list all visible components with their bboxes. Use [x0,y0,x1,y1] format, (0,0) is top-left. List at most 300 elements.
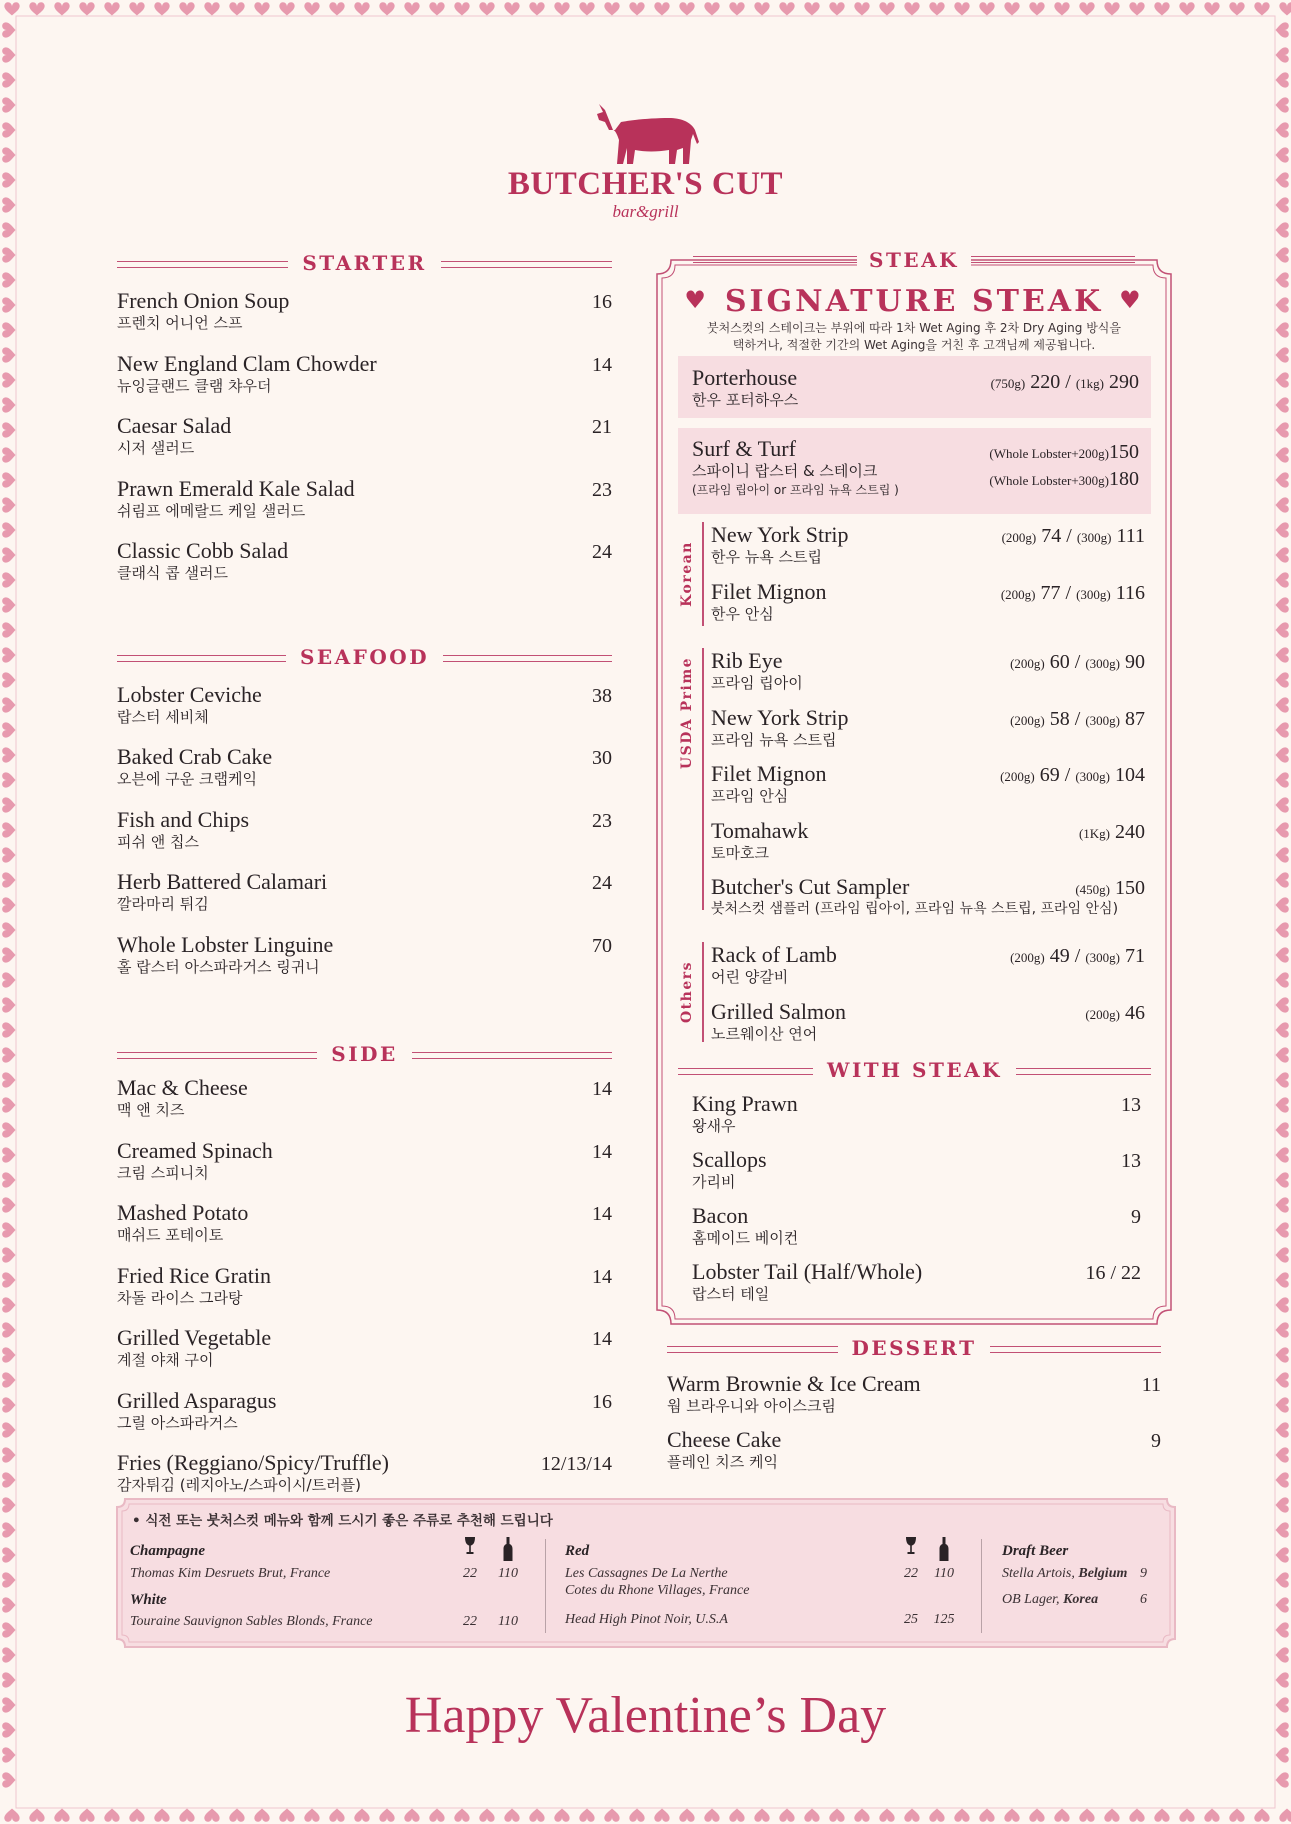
menu-item: Lobster Tail (Half/Whole) 랍스터 테일 16 / 22 [692,1259,1141,1303]
wine-row: Head High Pinot Noir, U.S.A 25 125 [565,1612,955,1627]
menu-item: Creamed Spinach 크림 스피니치 14 [117,1137,612,1182]
heart-icon [2,597,15,612]
divider [545,1539,546,1633]
heart-icon [1276,522,1289,537]
heart-icon [1229,2,1244,15]
menu-item: Rack of Lamb 어린 양갈비 (200g) 49 / (300g) 71 [711,942,1145,986]
heart-icon [1276,747,1289,762]
wine-row: Touraine Sauvignon Sables Blonds, France 22 110 [130,1614,518,1629]
heart-icon [1276,1122,1289,1137]
group-label: Others [679,960,695,1024]
heart-icon [1004,2,1019,15]
heart-icon [204,1809,219,1822]
heart-icon [1276,697,1289,712]
champagne-white-column: Champagne Thomas Kim Desruets Brut, France 22 110 White Touraine Sauvignon Sables Blonds, France 22 110 [130,1541,530,1630]
porterhouse-item: Porterhouse 한우 포터하우스 (750g) 220 / (1kg) 290 [678,356,1151,418]
heart-icon [854,2,869,15]
heart-icon [2,622,15,637]
heart-icon [2,1122,15,1137]
heart-icon [1276,622,1289,637]
heart-icon [1276,1272,1289,1287]
heart-icon [2,297,15,312]
heart-icon [929,2,944,15]
menu-item: Classic Cobb Salad 클래식 콥 샐러드 24 [117,538,612,582]
heart-icon [1276,972,1289,987]
heart-icon [404,2,419,15]
heart-icon [729,1809,744,1822]
heart-icon [2,372,15,387]
brand-tagline: bar&grill [612,202,679,221]
heart-icon [154,2,169,15]
heart-icon [254,1809,269,1822]
heart-icon [1276,1572,1289,1587]
heart-icon [179,2,194,15]
heart-icon [1276,247,1289,262]
heart-icon [2,1647,15,1662]
menu-item: French Onion Soup 프렌치 어니언 스프 16 [117,288,612,332]
heart-icon [2,1072,15,1087]
heart-icon [704,1809,719,1822]
menu-item: Cheese Cake 플레인 치즈 케익 9 [667,1427,1161,1471]
heart-icon [529,2,544,15]
heart-icon [229,1809,244,1822]
heart-icon [2,1497,15,1512]
heart-icon [2,722,15,737]
heart-icon [2,1547,15,1562]
heart-icon [2,822,15,837]
heart-icon [804,2,819,15]
heart-icon [2,1247,15,1262]
heart-icon [1276,397,1289,412]
menu-item: Warm Brownie & Ice Cream 웜 브라우니와 아이스크림 11 [667,1371,1161,1415]
heart-icon [2,1747,15,1762]
heart-icon [304,1809,319,1822]
heart-icon [1276,1197,1289,1212]
heart-icon [29,1809,44,1822]
menu-item: Grilled Vegetable 계절 야채 구이 14 [117,1325,612,1369]
heart-icon [1276,1422,1289,1437]
wine-row: Thomas Kim Desruets Brut, France 22 110 [130,1566,518,1581]
beer-row: Stella Artois, Belgium 9 [1002,1566,1147,1581]
divider [981,1539,982,1633]
heart-icon [1179,1809,1194,1822]
dessert-heading: DESSERT [667,1333,1161,1363]
heart-icon [2,1447,15,1462]
heart-icon [54,2,69,15]
heart-icon [2,497,15,512]
heart-icon [2,347,15,362]
heart-icon [1054,1809,1069,1822]
heart-icon [1079,2,1094,15]
heart-icon: ♥ [1119,285,1144,314]
heart-icon [504,2,519,15]
heart-icon [2,1297,15,1312]
dessert-section [667,1333,1161,1483]
heart-icon [329,2,344,15]
menu-item: Grilled Asparagus 그릴 아스파라거스 16 [117,1387,612,1432]
heart-icon [904,1809,919,1822]
heart-icon [1276,1247,1289,1262]
heart-icon [304,2,319,15]
heart-icon [879,2,894,15]
heart-icon [429,2,444,15]
heart-icon [2,72,15,87]
menu-item: Fries (Reggiano/Spicy/Truffle) 감자튀김 (레지아노/스파이시/트러플) 12/13/14 [117,1450,612,1494]
heart-icon [1279,1809,1291,1822]
heart-icon [1029,2,1044,15]
group-label: USDA Prime [679,656,695,770]
heart-icon [2,522,15,537]
heart-icon [1276,1222,1289,1237]
heart-icon: ♥ [684,285,709,314]
heart-icon [529,1809,544,1822]
heart-icon [1154,2,1169,15]
heart-icon [1276,822,1289,837]
heart-icon [2,1622,15,1637]
heart-icon [2,1147,15,1162]
heart-icon [1276,322,1289,337]
heart-icon [1276,1597,1289,1612]
heart-icon [1254,1809,1269,1822]
heart-icon [1204,1809,1219,1822]
heart-icon [1276,72,1289,87]
heart-icon [79,2,94,15]
heart-icon [1276,1372,1289,1387]
menu-item: Grilled Salmon 노르웨이산 연어 (200g) 46 [711,998,1145,1043]
heart-icon [579,2,594,15]
heart-icon [2,47,15,62]
heart-icon [1276,272,1289,287]
heart-icon [4,1809,19,1822]
menu-item: King Prawn 왕새우 13 [692,1091,1141,1135]
logo [0,100,1291,220]
starter-list [117,288,612,601]
heart-icon [554,1809,569,1822]
heart-icon [1276,472,1289,487]
with-steak-heading: WITH STEAK [678,1055,1151,1085]
heart-icon [679,2,694,15]
heart-icon [2,772,15,787]
heart-icon [479,1809,494,1822]
seafood-list [117,682,612,995]
heart-icon [829,1809,844,1822]
heart-icon [1129,2,1144,15]
menu-item: Bacon 홈메이드 베이컨 9 [692,1203,1141,1247]
menu-item: New York Strip 한우 뉴욕 스트립 (200g) 74 / (300g) 111 [711,522,1145,566]
heart-icon [1279,2,1291,15]
others-group [677,942,1151,1042]
heart-icon [2,222,15,237]
heart-icon [2,1172,15,1187]
heart-icon [654,1809,669,1822]
heart-icon [2,747,15,762]
heart-icon [229,2,244,15]
heart-icon [379,2,394,15]
heart-icon [1079,1809,1094,1822]
heart-icon [1276,1547,1289,1562]
heart-icon [829,2,844,15]
heart-icon [754,1809,769,1822]
menu-item: Mac & Cheese 맥 앤 치즈 14 [117,1075,612,1119]
menu-item: Filet Mignon 프라임 안심 (200g) 69 / (300g) 104 [711,761,1145,805]
heart-icon [1276,672,1289,687]
heart-icon [1276,1322,1289,1337]
heart-icon [2,22,15,37]
heart-icon [1276,997,1289,1012]
heart-icon [2,1197,15,1212]
menu-item: Prawn Emerald Kale Salad 쉬림프 에메랄드 케일 샐러드 23 [117,475,612,520]
heart-icon [1276,872,1289,887]
heart-icon [1104,1809,1119,1822]
draft-beer-column: Draft Beer Stella Artois, Belgium 9 OB Lager, Korea 6 [1002,1541,1162,1608]
heart-icon [1276,547,1289,562]
menu-item: Mashed Potato 매쉬드 포테이토 14 [117,1200,612,1244]
heart-icon [2,997,15,1012]
heart-icon [1276,1497,1289,1512]
heart-icon [354,2,369,15]
menu-item: New York Strip 프라임 뉴욕 스트립 (200g) 58 / (300g) 87 [711,704,1145,749]
heart-icon [2,547,15,562]
heart-icon [979,2,994,15]
heart-icon [1276,47,1289,62]
heart-icon [1104,2,1119,15]
heart-icon [1276,722,1289,737]
heart-icon [354,1809,369,1822]
heart-icon [2,422,15,437]
heart-icon [79,1809,94,1822]
heart-icon [754,2,769,15]
heart-icon [954,1809,969,1822]
heart-icon [2,872,15,887]
heart-icon [179,1809,194,1822]
heart-icon [779,2,794,15]
steak-description: 붓처스컷의 스테이크는 부위에 따라 1차 Wet Aging 후 2차 Dry Aging 방식을 택하거나, 적절한 기간의 Wet Aging을 거친 후 고객님께 제공됩니다. [707,321,1121,352]
heart-icon [404,1809,419,1822]
heart-icon [2,847,15,862]
heart-icon [1276,22,1289,37]
heart-icon [104,1809,119,1822]
heart-icon [2,1522,15,1537]
heart-icon [454,2,469,15]
heart-icon [2,1397,15,1412]
heart-icon [2,1372,15,1387]
heart-icon [1276,1347,1289,1362]
heart-icon [1276,1747,1289,1762]
heart-icon [2,397,15,412]
menu-item: New England Clam Chowder 뉴잉글랜드 클램 챠우더 14 [117,350,612,395]
heart-icon [779,1809,794,1822]
heart-icon [29,2,44,15]
valentine-message: Happy Valentine’s Day [404,1687,887,1744]
surf-turf-item: Surf & Turf 스파이니 랍스터 & 스테이크 (프라임 립아이 or 프라임 뉴욕 스트립 ) (Whole Lobster+200g)150 (Whole Lobster+300g)180 [678,428,1151,514]
heart-icon [279,1809,294,1822]
heart-icon [979,1809,994,1822]
heart-icon [1004,1809,1019,1822]
heart-icon [2,247,15,262]
heart-icon [379,1809,394,1822]
heart-icon [579,1809,594,1822]
heart-icon [1276,222,1289,237]
heart-icon [1276,1522,1289,1537]
heart-icon [1276,1472,1289,1487]
heart-icon [2,1347,15,1362]
heart-icon [1276,1622,1289,1637]
heart-icon [454,1809,469,1822]
side-list [117,1075,612,1513]
heart-icon [1229,1809,1244,1822]
heart-icon [1276,297,1289,312]
menu-item: Butcher's Cut Sampler 붓처스컷 샘플러 (프라임 립아이, 프라임 뉴욕 스트립, 프라임 안심) (450g) 150 [711,874,1145,917]
beer-row: OB Lager, Korea 6 [1002,1592,1147,1607]
signature-steak-title: ♥ SIGNATURE STEAK ♥ [684,284,1144,319]
heart-icon [1276,347,1289,362]
heart-icon [1276,1047,1289,1062]
heart-icon [629,1809,644,1822]
heart-icon [1276,647,1289,662]
heart-icon [254,2,269,15]
heart-icon [929,1809,944,1822]
heart-icon [2,1272,15,1287]
heart-icon [1276,422,1289,437]
heart-icon [704,2,719,15]
heart-icon [654,2,669,15]
heart-icon [2,1422,15,1437]
heart-icon [1179,2,1194,15]
heart-icon [2,1597,15,1612]
heart-icon [604,2,619,15]
heart-icon [1029,1809,1044,1822]
heart-icon [129,2,144,15]
heart-icon [2,672,15,687]
heart-icon [2,972,15,987]
heart-icon [604,1809,619,1822]
starter-heading: STARTER [117,248,612,278]
heart-icon [504,1809,519,1822]
heart-icon [154,1809,169,1822]
heart-icon [2,1572,15,1587]
heart-icon [204,2,219,15]
usda-prime-group [677,648,1151,917]
heart-icon [1154,1809,1169,1822]
menu-item: Lobster Ceviche 랍스터 세비체 38 [117,681,612,726]
heart-icon [1204,2,1219,15]
heart-icon [629,2,644,15]
heart-icon [1054,2,1069,15]
heart-icon [429,1809,444,1822]
heart-icon [1254,2,1269,15]
cow-icon [591,100,701,166]
heart-icon [679,1809,694,1822]
heart-icon [1276,897,1289,912]
with-steak-section [678,1055,1151,1315]
menu-item: Herb Battered Calamari 깔라마리 튀김 24 [117,869,612,913]
heart-icon [279,2,294,15]
heart-icon [1276,372,1289,387]
group-label: Korean [679,541,695,607]
heart-icon [2,1022,15,1037]
menu-item: Rib Eye 프라임 립아이 (200g) 60 / (300g) 90 [711,648,1145,692]
heart-icon [54,1809,69,1822]
heart-icon [2,572,15,587]
heart-icon [2,272,15,287]
heart-icon [2,647,15,662]
heart-icon [1276,497,1289,512]
heart-icon [904,2,919,15]
drinks-box [115,1497,1177,1649]
seafood-heading: SEAFOOD [117,642,612,672]
heart-icon [2,1472,15,1487]
korean-group [677,522,1151,626]
menu-item: Caesar Salad 시저 샐러드 21 [117,413,612,457]
heart-icon [479,2,494,15]
menu-item: Tomahawk 토마호크 (1Kg) 240 [711,817,1145,862]
heart-icon [1276,847,1289,862]
heart-icon [1276,1147,1289,1162]
side-heading: SIDE [117,1039,612,1069]
heart-icon [1276,1772,1289,1787]
heart-icon [2,1047,15,1062]
menu-item: Whole Lobster Linguine 홀 랍스터 아스파라거스 링귀니 70 [117,931,612,976]
heart-icon [2,472,15,487]
heart-icon [954,2,969,15]
heart-icon [1276,1447,1289,1462]
heart-icon [1276,1647,1289,1662]
heart-icon [2,447,15,462]
heart-icon [1276,1022,1289,1037]
heart-icon [2,797,15,812]
menu-item: Baked Crab Cake 오븐에 구운 크랩케익 30 [117,744,612,788]
heart-icon [1276,1097,1289,1112]
heart-icon [554,2,569,15]
red-column: Red Les Cassagnes De La Nerthe Cotes du Rhone Villages, France 22 110 Head High Pinot Noir, U.S.A 25 125 [565,1541,965,1628]
heart-icon [329,1809,344,1822]
heart-icon [104,2,119,15]
heart-icon [4,2,19,15]
heart-icon [1276,1397,1289,1412]
heart-icon [729,2,744,15]
heart-icon [1276,1172,1289,1187]
menu-item: Scallops 가리비 13 [692,1147,1141,1191]
heart-icon [854,1809,869,1822]
drinks-intro: • 식전 또는 붓처스컷 메뉴와 함께 드시기 좋은 주류로 추천해 드립니다 [132,1513,553,1529]
signature-steak-panel [655,248,1173,1326]
brand-name: BUTCHER'S CUT [507,166,784,202]
heart-icon [1276,447,1289,462]
heart-icon [1276,1072,1289,1087]
menu-item: Filet Mignon 한우 안심 (200g) 77 / (300g) 116 [711,578,1145,623]
wine-row: Les Cassagnes De La Nerthe Cotes du Rhone Villages, France 22 110 [565,1566,954,1598]
heart-icon [1276,797,1289,812]
heart-icon [1276,947,1289,962]
menu-item: Fried Rice Gratin 차돌 라이스 그라탕 14 [117,1262,612,1307]
heart-icon [129,1809,144,1822]
left-column [117,248,612,1513]
heart-icon [2,947,15,962]
heart-icon [2,897,15,912]
heart-icon [804,1809,819,1822]
heart-icon [2,1222,15,1237]
heart-icon [2,1097,15,1112]
heart-icon [1276,572,1289,587]
heart-icon [1276,1297,1289,1312]
steak-tag: STEAK [655,246,1173,274]
heart-icon [1276,597,1289,612]
menu-item: Fish and Chips 피쉬 앤 칩스 23 [117,806,612,851]
heart-icon [2,697,15,712]
heart-icon [1129,1809,1144,1822]
heart-icon [2,922,15,937]
heart-icon [1276,922,1289,937]
